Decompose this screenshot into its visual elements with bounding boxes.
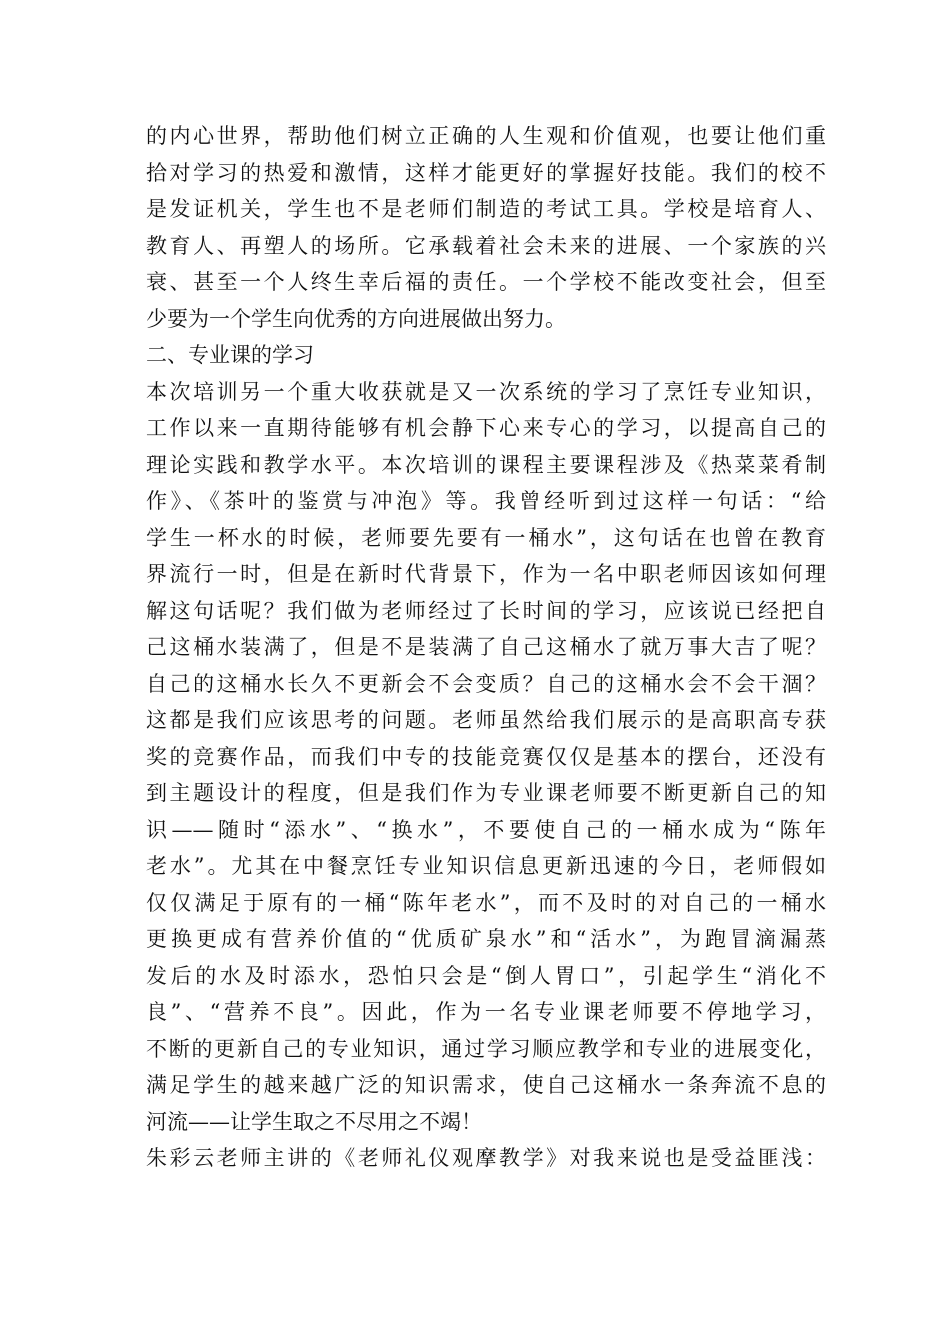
text-line: 河流——让学生取之不尽用之不竭！ [146, 1109, 482, 1134]
text-line: 界流行一时，但是在新时代背景下，作为一名中职老师因该如何理 [146, 562, 826, 586]
text-line: 少要为一个学生向优秀的方向进展做出努力。 [146, 306, 566, 331]
section-heading: 二、专业课的学习 [146, 343, 314, 367]
text-line: 更换更成有营养价值的“优质矿泉水”和“活水”，为跑冒滴漏蒸 [146, 927, 826, 951]
text-line: 解这句话呢？我们做为老师经过了长时间的学习，应该说已经把自 [146, 598, 826, 623]
document-body [146, 118, 826, 1177]
text-line: 发后的水及时添水，恐怕只会是“倒人胃口”，引起学生“消化不 [146, 963, 826, 988]
text-line: 作》、《茶叶的鉴赏与冲泡》等。我曾经听到过这样一句话：“给 [146, 489, 826, 513]
text-line: 不断的更新自己的专业知识，通过学习顺应教学和专业的进展变化， [146, 1036, 826, 1061]
text-line: 朱彩云老师主讲的《老师礼仪观摩教学》对我来说也是受益匪浅： [146, 1146, 826, 1170]
text-line: 到主题设计的程度，但是我们作为专业课老师要不断更新自己的知 [146, 781, 826, 805]
text-line: 拾对学习的热爱和激情，这样才能更好的掌握好技能。我们的校不 [146, 160, 826, 185]
text-line: 理论实践和教学水平。本次培训的课程主要课程涉及《热菜菜肴制 [146, 452, 826, 477]
text-line: 自己的这桶水长久不更新会不会变质？自己的这桶水会不会干涸？ [146, 671, 826, 696]
text-line: 是发证机关，学生也不是老师们制造的考试工具。学校是培育人、 [146, 197, 826, 221]
text-line: 仅仅满足于原有的一桶“陈年老水”，而不及时的对自己的一桶水 [146, 890, 826, 915]
text-line: 教育人、再塑人的场所。它承载着社会未来的进展、一个家族的兴 [146, 233, 826, 258]
text-line: 识——随时“添水”、“换水”，不要使自己的一桶水成为“陈年 [146, 817, 826, 842]
text-line: 本次培训另一个重大收获就是又一次系统的学习了烹饪专业知识， [146, 379, 826, 404]
text-line: 良”、“营养不良”。因此，作为一名专业课老师要不停地学习， [146, 1000, 826, 1024]
text-line: 衰、甚至一个人终生幸后福的责任。一个学校不能改变社会，但至 [146, 270, 826, 294]
text-line: 己这桶水装满了，但是不是装满了自己这桶水了就万事大吉了呢？ [146, 635, 826, 659]
text-line: 的内心世界，帮助他们树立正确的人生观和价值观，也要让他们重 [146, 124, 826, 148]
text-line: 学生一杯水的时候，老师要先要有一桶水”，这句话在也曾在教育 [146, 525, 826, 550]
text-line: 老水”。尤其在中餐烹饪专业知识信息更新迅速的今日，老师假如 [146, 854, 826, 878]
text-line: 这都是我们应该思考的问题。老师虽然给我们展示的是高职高专获 [146, 708, 826, 732]
text-line: 满足学生的越来越广泛的知识需求，使自己这桶水一条奔流不息的 [146, 1073, 826, 1097]
text-line: 工作以来一直期待能够有机会静下心来专心的学习，以提高自己的 [146, 416, 826, 440]
text-line: 奖的竞赛作品，而我们中专的技能竞赛仅仅是基本的摆台，还没有 [146, 744, 826, 769]
